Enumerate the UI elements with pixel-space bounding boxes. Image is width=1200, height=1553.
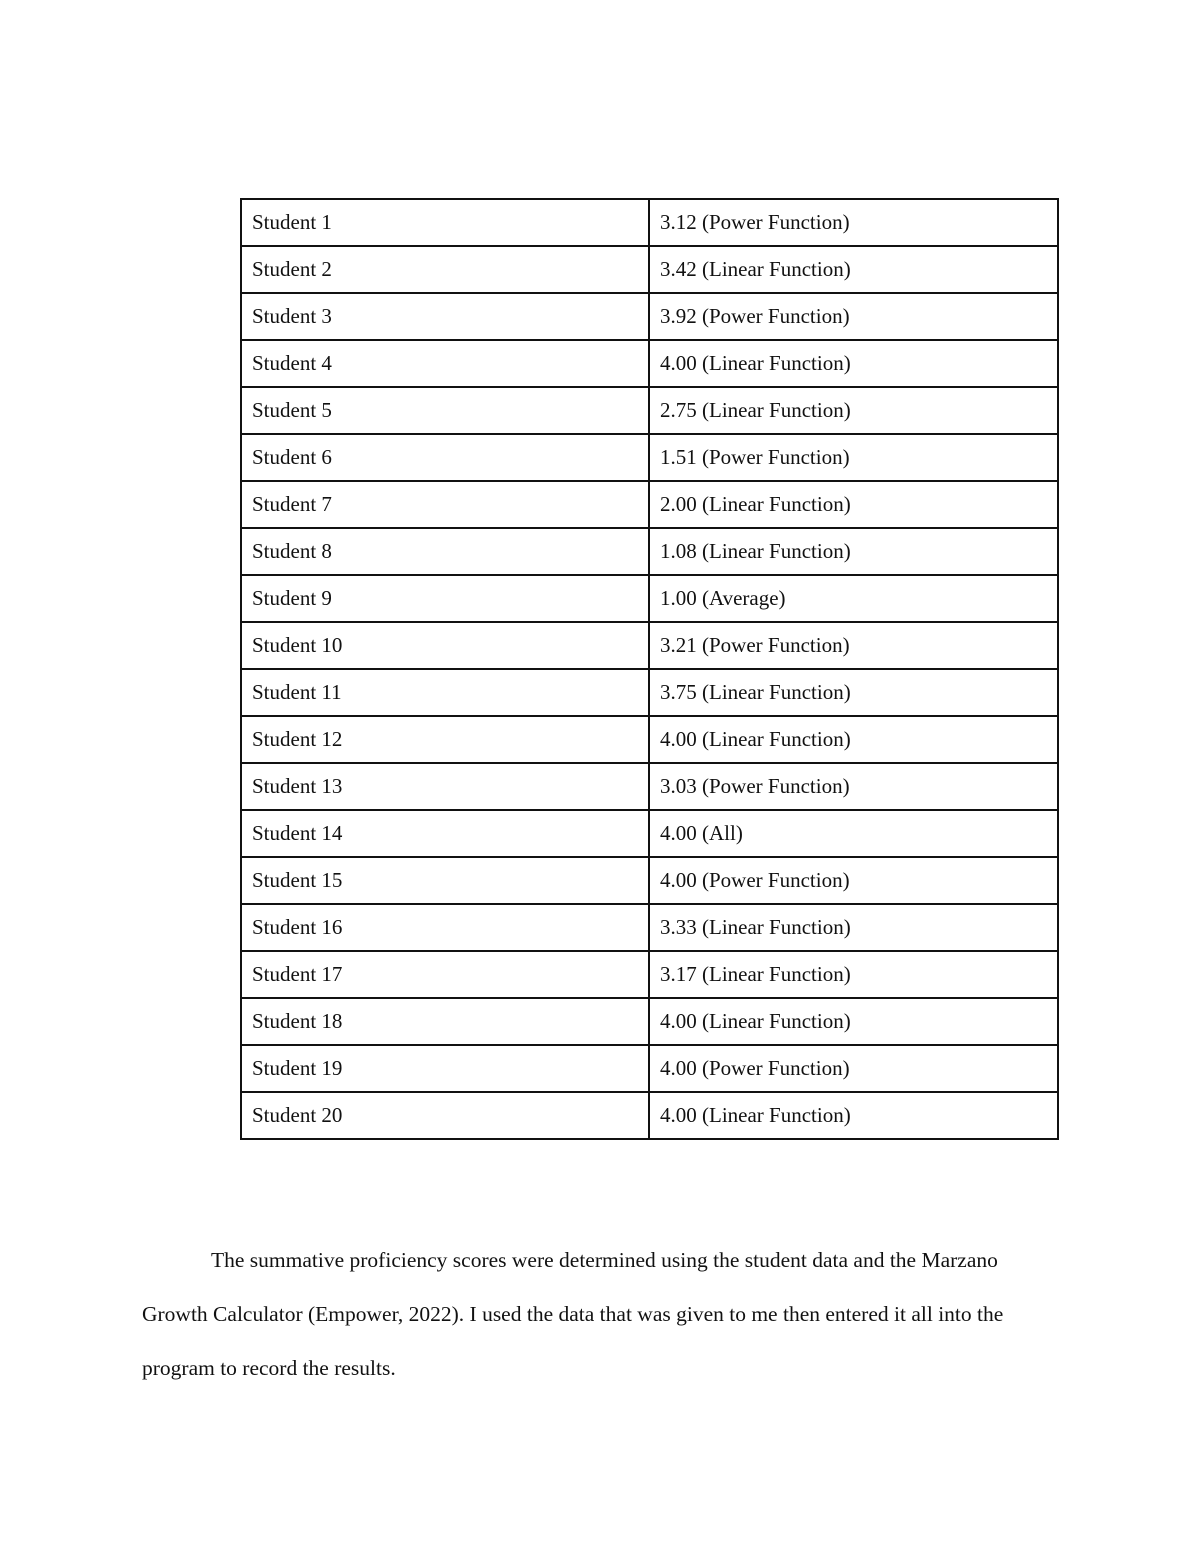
table-row [241,293,1058,340]
table-row [241,763,1058,810]
student-scores-table-body [241,199,1058,1139]
table-row [241,857,1058,904]
student-name-cell: Student 8 [241,528,649,575]
table-row [241,622,1058,669]
table-row [241,810,1058,857]
student-name-cell: Student 19 [241,1045,649,1092]
table-row [241,528,1058,575]
table-row [241,246,1058,293]
proficiency-score-cell: 4.00 (Power Function) [649,1045,1058,1092]
student-name-cell: Student 5 [241,387,649,434]
student-name-cell: Student 13 [241,763,649,810]
table-row [241,716,1058,763]
table-row [241,1045,1058,1092]
proficiency-score-cell: 3.33 (Linear Function) [649,904,1058,951]
summary-paragraph [142,1233,1062,1395]
proficiency-score-cell: 1.08 (Linear Function) [649,528,1058,575]
table-row [241,951,1058,998]
student-name-cell: Student 11 [241,669,649,716]
student-name-cell: Student 9 [241,575,649,622]
student-name-cell: Student 20 [241,1092,649,1139]
table-row [241,575,1058,622]
proficiency-score-cell: 3.12 (Power Function) [649,199,1058,246]
summary-paragraph-text: The summative proficiency scores were determined using the student data and the Marzano Growth Calculator (Empower, 2022). I used the data that was given to me then entered it all into the program to record the results. [142,1248,1004,1380]
student-name-cell: Student 14 [241,810,649,857]
proficiency-score-cell: 3.42 (Linear Function) [649,246,1058,293]
student-name-cell: Student 1 [241,199,649,246]
student-name-cell: Student 10 [241,622,649,669]
student-name-cell: Student 4 [241,340,649,387]
student-name-cell: Student 2 [241,246,649,293]
proficiency-score-cell: 3.21 (Power Function) [649,622,1058,669]
proficiency-score-cell: 3.03 (Power Function) [649,763,1058,810]
proficiency-score-cell: 3.75 (Linear Function) [649,669,1058,716]
table-row [241,199,1058,246]
proficiency-score-cell: 4.00 (Power Function) [649,857,1058,904]
proficiency-score-cell: 2.75 (Linear Function) [649,387,1058,434]
table-row [241,1092,1058,1139]
table-row [241,434,1058,481]
table-row [241,904,1058,951]
proficiency-score-cell: 1.00 (Average) [649,575,1058,622]
student-scores-table [240,198,1059,1140]
proficiency-score-cell: 4.00 (Linear Function) [649,340,1058,387]
proficiency-score-cell: 4.00 (All) [649,810,1058,857]
student-name-cell: Student 7 [241,481,649,528]
table-row [241,998,1058,1045]
proficiency-score-cell: 2.00 (Linear Function) [649,481,1058,528]
proficiency-score-cell: 4.00 (Linear Function) [649,716,1058,763]
proficiency-score-cell: 4.00 (Linear Function) [649,1092,1058,1139]
student-name-cell: Student 18 [241,998,649,1045]
proficiency-score-cell: 3.92 (Power Function) [649,293,1058,340]
table-row [241,387,1058,434]
student-name-cell: Student 16 [241,904,649,951]
student-name-cell: Student 17 [241,951,649,998]
proficiency-score-cell: 3.17 (Linear Function) [649,951,1058,998]
student-name-cell: Student 12 [241,716,649,763]
student-name-cell: Student 6 [241,434,649,481]
table-row [241,481,1058,528]
table-row [241,340,1058,387]
table-row [241,669,1058,716]
student-name-cell: Student 15 [241,857,649,904]
student-name-cell: Student 3 [241,293,649,340]
proficiency-score-cell: 4.00 (Linear Function) [649,998,1058,1045]
proficiency-score-cell: 1.51 (Power Function) [649,434,1058,481]
